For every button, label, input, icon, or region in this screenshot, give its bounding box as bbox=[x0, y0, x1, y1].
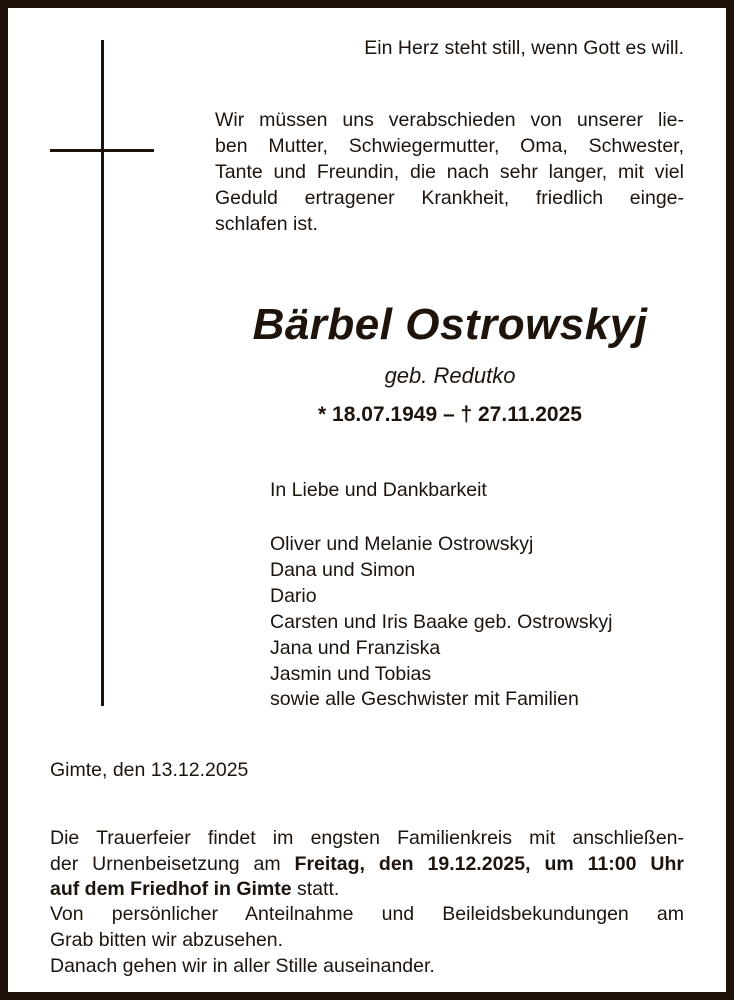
life-dates: * 18.07.1949 – † 27.11.2025 bbox=[318, 403, 582, 426]
mourners-heading: In Liebe und Dankbarkeit bbox=[270, 479, 487, 501]
intro-line: schlafen ist. bbox=[215, 213, 318, 235]
intro-line: Geduld ertragener Krankheit, friedlich einge- bbox=[215, 187, 684, 209]
deceased-name: Bärbel Ostrowskyj bbox=[252, 300, 648, 349]
mourner-name: Dana und Simon bbox=[270, 559, 416, 581]
funeral-date: Freitag, den 19.12.2025, um 11:00 Uhr bbox=[294, 853, 684, 875]
mourner-name: sowie alle Geschwister mit Familien bbox=[270, 688, 579, 710]
funeral-location: auf dem Friedhof in Gimte bbox=[50, 878, 292, 900]
cross-icon-bar bbox=[50, 149, 154, 152]
funeral-line bbox=[50, 876, 684, 902]
funeral-line: Von persönlicher Anteilnahme und Beileidsbekundungen am bbox=[50, 903, 684, 925]
quote: Ein Herz steht still, wenn Gott es will. bbox=[364, 37, 684, 59]
funeral-text: der Urnenbeisetzung am bbox=[50, 853, 295, 875]
funeral-line: Die Trauerfeier findet im engsten Familienkreis mit anschließen- bbox=[50, 827, 684, 849]
place-date: Gimte, den 13.12.2025 bbox=[50, 759, 249, 781]
mourner-name: Dario bbox=[270, 585, 317, 607]
mourner-name: Oliver und Melanie Ostrowskyj bbox=[270, 533, 534, 555]
maiden-name: geb. Redutko bbox=[384, 363, 516, 388]
funeral-line: Grab bitten wir abzusehen. bbox=[50, 929, 284, 951]
funeral-line bbox=[50, 851, 684, 877]
intro-line: ben Mutter, Schwiegermutter, Oma, Schwester, bbox=[215, 135, 684, 157]
mourner-name: Jasmin und Tobias bbox=[270, 663, 432, 685]
intro-line: Tante und Freundin, die nach sehr langer, mit viel bbox=[215, 161, 684, 183]
mourner-name: Carsten und Iris Baake geb. Ostrowskyj bbox=[270, 611, 613, 633]
funeral-line: Danach gehen wir in aller Stille auseinander. bbox=[50, 955, 435, 977]
mourner-name: Jana und Franziska bbox=[270, 637, 441, 659]
intro-line: Wir müssen uns verabschieden von unserer lie- bbox=[215, 109, 684, 131]
cross-icon bbox=[101, 40, 104, 706]
funeral-text: statt. bbox=[291, 878, 340, 900]
